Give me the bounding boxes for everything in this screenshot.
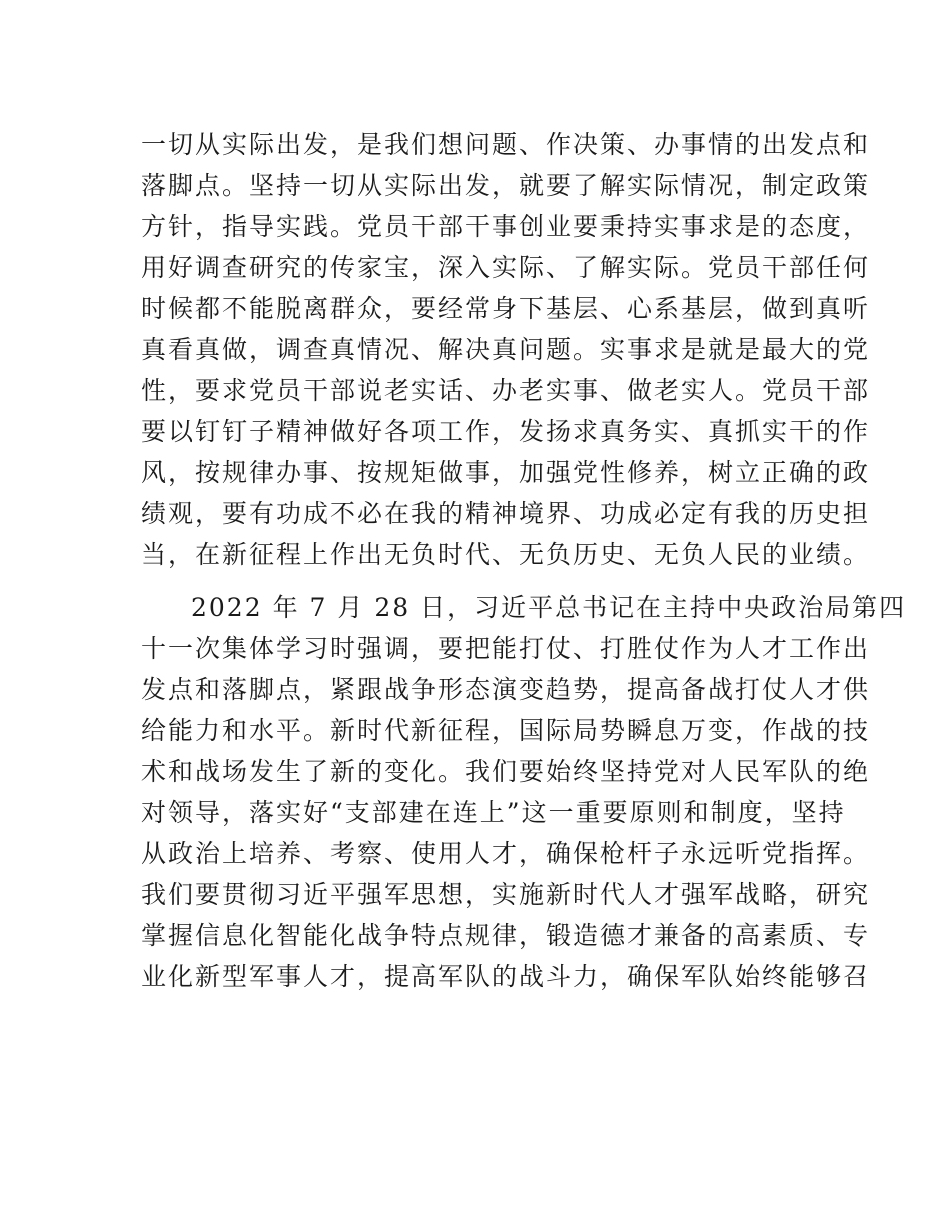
text-line: 从政治上培养、考察、使用人才，确保枪杆子永远听党指挥。 — [141, 839, 871, 868]
text-line: 给能力和水平。新时代新征程，国际局势瞬息万变，作战的技 — [141, 716, 871, 745]
text-line: 业化新型军事人才，提高军队的战斗力，确保军队始终能够召 — [141, 962, 871, 991]
text-line: 发点和落脚点，紧跟战争形态演变趋势，提高备战打仗人才供 — [141, 675, 871, 704]
paragraph-1 — [141, 124, 871, 575]
text-line: 术和战场发生了新的变化。我们要始终坚持党对人民军队的绝 — [141, 757, 871, 786]
text-line: 落脚点。坚持一切从实际出发，就要了解实际情况，制定政策 — [141, 171, 871, 200]
text-line: 绩观，要有功成不必在我的精神境界、功成必定有我的历史担 — [141, 499, 871, 528]
text-line: 真看真做，调查真情况、解决真问题。实事求是就是最大的党 — [141, 335, 871, 364]
text-line: 用好调查研究的传家宝，深入实际、了解实际。党员干部任何 — [141, 253, 871, 282]
text-line: 时候都不能脱离群众，要经常身下基层、心系基层，做到真听 — [141, 294, 871, 323]
document-body — [141, 124, 907, 997]
paragraph-2 — [141, 587, 907, 997]
text-line: 掌握信息化智能化战争特点规律，锻造德才兼备的高素质、专 — [141, 921, 871, 950]
text-line: 十一次集体学习时强调，要把能打仗、打胜仗作为人才工作出 — [141, 634, 871, 663]
text-line: 当，在新征程上作出无负时代、无负历史、无负人民的业绩。 — [141, 540, 871, 569]
text-line: 2022 年 7 月 28 日，习近平总书记在主持中央政治局第四 — [191, 593, 907, 622]
text-line: 一切从实际出发，是我们想问题、作决策、办事情的出发点和 — [141, 130, 871, 159]
paragraph-gap — [141, 575, 813, 587]
text-line: 性，要求党员干部说老实话、办老实事、做老实人。党员干部 — [141, 376, 871, 405]
text-line: 方针，指导实践。党员干部干事创业要秉持实事求是的态度， — [141, 212, 871, 241]
text-line: 要以钉钉子精神做好各项工作，发扬求真务实、真抓实干的作 — [141, 417, 871, 446]
text-line: 我们要贯彻习近平强军思想，实施新时代人才强军战略，研究 — [141, 880, 871, 909]
text-line: 对领导，落实好“支部建在连上”这一重要原则和制度，坚持 — [141, 798, 846, 827]
text-line: 风，按规律办事、按规矩做事，加强党性修养，树立正确的政 — [141, 458, 871, 487]
